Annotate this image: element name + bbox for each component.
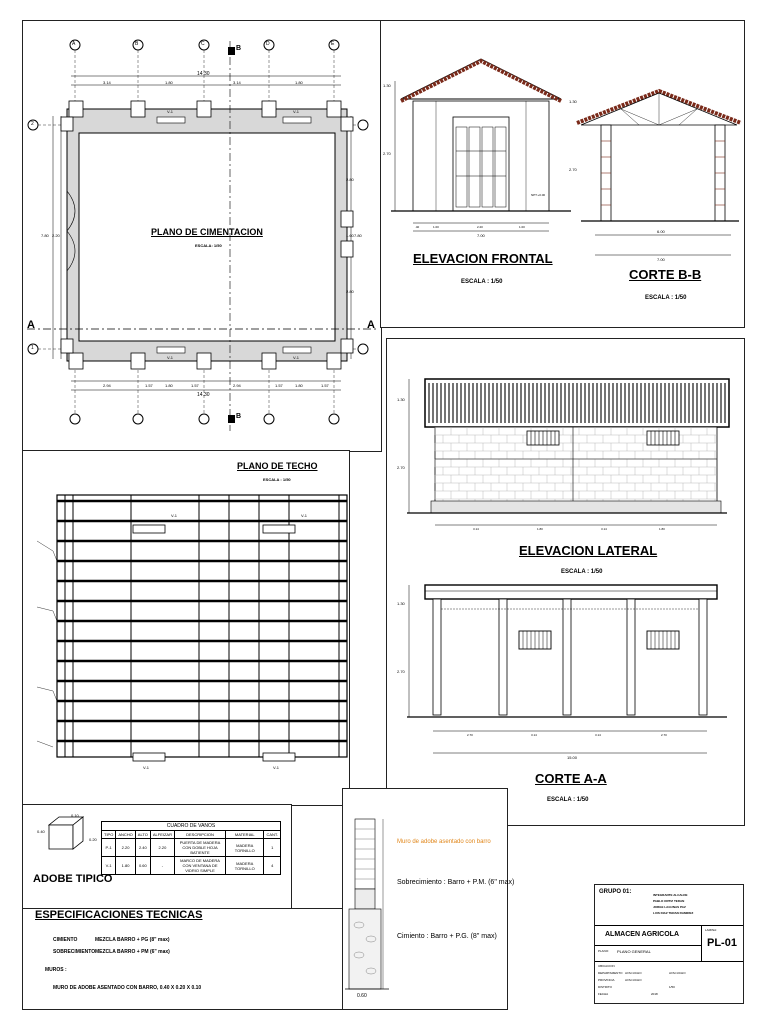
panel-detalle-cimiento: [342, 788, 515, 1010]
vanos-cell: MADERA TORNILLO: [226, 839, 264, 857]
especificaciones-title: ESPECIFICACIONES TECNICAS: [35, 909, 203, 921]
vanos-cell: 4: [264, 857, 281, 875]
dim-left-inner: 2.20: [52, 233, 60, 238]
rotulo-field-1: DEPARTAMENTO: [598, 971, 623, 975]
techo-title: PLANO DE TECHO: [237, 461, 318, 471]
aa-total: 15.00: [567, 755, 578, 760]
lateral-dim-9: 1.80: [659, 527, 665, 531]
rotulo-integrante-3: LUIS DIAZ TERAN RAMIREZ: [653, 911, 694, 915]
rotulo-lamina-label: LAMINA:: [705, 928, 718, 932]
rotulo-field-0: UBICACION: [598, 964, 615, 968]
dim-bottom-6: 1.80: [295, 383, 303, 388]
espec-key-1: SOBRECIMIENTO: [53, 949, 96, 955]
axis-label-c: C: [201, 41, 205, 47]
detalle-cimiento: Cimiento : Barro + P.G. (8" max): [397, 933, 497, 940]
dim-right-2: 7.80: [354, 233, 362, 238]
section-mark-a-left: A: [27, 319, 35, 331]
vanos-cell: -: [150, 857, 174, 875]
elevacion-lateral-title: ELEVACION LATERAL: [519, 543, 658, 558]
dim-bottom-5: 1.57: [275, 383, 283, 388]
frontal-npt: NPT:+0.00: [531, 193, 546, 197]
panel-plano-cimentacion: [22, 20, 382, 452]
axis-label-a: A: [72, 41, 76, 47]
espec-key-0: CIMIENTO: [53, 937, 78, 943]
rotulo-divider-2: [701, 925, 702, 961]
rotulo-divider-3: [595, 945, 701, 946]
window-tag-top-1: V-1: [167, 109, 174, 114]
dim-bottom-0: 2.94: [103, 383, 111, 388]
espec-key-2: MUROS :: [45, 967, 67, 973]
axis-label-b: B: [135, 41, 139, 47]
rotulo-field-4: FECHA: [598, 992, 609, 996]
vanos-header: ALTO: [135, 831, 150, 839]
rotulo-integrante-2: JORGE LAGUNAS PAZ: [653, 905, 686, 909]
elevacion-frontal-scale: ESCALA : 1/50: [461, 279, 503, 285]
rotulo-divider-1: [595, 925, 743, 926]
aa-dim-5: 3.14: [595, 733, 601, 737]
rotulo-integrante-0: INTEGRANTE ALCALDE: [653, 893, 688, 897]
rotulo-divider-4: [595, 961, 743, 962]
dim-bottom-4: 2.94: [233, 383, 241, 388]
vanos-header: CANT.: [264, 831, 281, 839]
frontal-dim-2: 1.00: [433, 225, 439, 229]
vanos-cell: 2.20: [150, 839, 174, 857]
dim-bottom-3: 1.57: [191, 383, 199, 388]
dim-right-1: 1.60: [346, 233, 354, 238]
window-tag-top-2: V-1: [293, 109, 300, 114]
axis-label-e: E: [331, 41, 335, 47]
rotulo-plano-label: PLANO:: [598, 949, 610, 953]
cut-mark-b-bottom: B: [236, 413, 242, 420]
vanos-cell: 1.80: [116, 857, 135, 875]
rotulo-value-4: 1/50: [669, 985, 675, 989]
rotulo-value-3: 2018: [651, 992, 658, 996]
rotulo-value-0: AYACUCHO: [625, 971, 642, 975]
panel-especificaciones: [22, 908, 344, 1010]
panel-adobe-especificaciones: [22, 804, 292, 910]
frontal-height-1: 2.70: [383, 151, 391, 156]
frontal-height-0: 1.30: [383, 83, 391, 88]
frontal-total: 7.00: [477, 233, 485, 238]
detalle-sobrecimiento: Sobrecimiento : Barro + P.M. (6" max): [397, 879, 515, 886]
vanos-cell: MADERA TORNILLO: [226, 857, 264, 875]
lateral-height-1: 2.70: [397, 465, 405, 470]
lateral-dim-3: 1.80: [537, 527, 543, 531]
dim-right-0: 2.80: [346, 177, 354, 182]
frontal-dim-4: 2.20: [477, 225, 483, 229]
aa-height-1: 2.70: [397, 669, 405, 674]
cuadro-vanos-table: [101, 821, 281, 875]
axis-label-2: 2: [31, 121, 34, 127]
espec-val-1: MEZCLA BARRO + PM (6" max): [95, 949, 170, 955]
panel-rotulo: [594, 884, 744, 1004]
panel-elevacion-frontal: [380, 20, 745, 328]
aa-dim-3: 3.14: [531, 733, 537, 737]
adobe-dim-0: 0.40: [37, 829, 45, 834]
adobe-title: ADOBE TIPICO: [33, 873, 113, 885]
techo-window-tag-2: V-1: [301, 513, 308, 518]
purlins-horizontal: [57, 501, 347, 741]
techo-window-tag-4: V-1: [273, 765, 280, 770]
techo-scale: ESCALA : 1/50: [263, 477, 291, 482]
rotulo-field-2: PROVINCIA: [598, 978, 615, 982]
vanos-header: DESCRIPCION: [175, 831, 226, 839]
corte-aa-scale: ESCALA : 1/50: [547, 797, 589, 803]
rotulo-value-1: AYACUCHO: [625, 978, 642, 982]
lateral-dim-0: 3.14: [473, 527, 479, 531]
bb-height-0: 1.30: [569, 99, 577, 104]
vanos-header: MATERIAL: [226, 831, 264, 839]
elevacion-frontal-title: ELEVACION FRONTAL: [413, 251, 553, 266]
rotulo-lamina: PL-01: [707, 937, 737, 949]
espec-val-0: MEZCLA BARRO + PG (8" max): [95, 937, 170, 943]
rotulo-integrante-1: PABLO ORTIZ TERAN: [653, 899, 685, 903]
elevacion-lateral-drawing: [387, 339, 744, 825]
vanos-cell: P-1: [102, 839, 116, 857]
aa-dim-1: 2.70: [467, 733, 473, 737]
espec-key-3: MURO DE ADOBE ASENTADO CON BARRO, 0.40 X 0.20 X 0.10: [53, 985, 202, 991]
bb-total: 7.00: [657, 257, 665, 262]
techo-window-tag-1: V-1: [171, 513, 178, 518]
adobe-dim-1: 0.20: [89, 837, 97, 842]
window-tag-bottom-1: V-1: [167, 355, 174, 360]
dim-top-4: 1.80: [165, 80, 173, 85]
vanos-cell: MARCO DE MADERA CON VENTANA DE VIDRIO SIMPLE: [175, 857, 226, 875]
detalle-drawing: [343, 789, 507, 1009]
bb-height-1: 2.70: [569, 167, 577, 172]
dim-left-total: 7.80: [41, 233, 49, 238]
vanos-header: ALFEIZAR: [150, 831, 174, 839]
section-mark-a-right: A: [367, 319, 375, 331]
vanos-cell: 0.60: [135, 857, 150, 875]
vanos-cell: V-1: [102, 857, 116, 875]
rotulo-value-2: AYACUCHO: [669, 971, 686, 975]
total-width-bottom: 14.30: [197, 392, 210, 398]
detalle-ancho: 0.60: [357, 993, 367, 999]
panel-elevacion-lateral: [386, 338, 745, 826]
cimentacion-title: PLANO DE CIMENTACION: [151, 227, 263, 237]
rotulo-proyecto: ALMACEN AGRICOLA: [605, 931, 680, 938]
frontal-dim-6: 1.00: [519, 225, 525, 229]
table-row: [102, 839, 281, 857]
dim-bottom-2: 1.80: [165, 383, 173, 388]
aa-dim-7: 2.70: [661, 733, 667, 737]
vanos-header: TIPO: [102, 831, 116, 839]
dim-top-8: 3.14: [233, 80, 241, 85]
rotulo-field-3: DISTRITO: [598, 985, 612, 989]
corte-bb-title: CORTE B-B: [629, 267, 702, 282]
techo-drawing: [23, 451, 349, 805]
cut-mark-b-top: B: [236, 45, 242, 52]
bb-inner: 6.00: [657, 229, 665, 234]
frontal-dim-0: .40: [415, 225, 420, 229]
axis-label-1: 1: [31, 345, 34, 351]
lateral-height-0: 1.30: [397, 397, 405, 402]
elevacion-lateral-scale: ESCALA : 1/50: [561, 569, 603, 575]
adobe-dim-2: 0.10: [71, 813, 79, 818]
corte-bb-scale: ESCALA : 1/50: [645, 295, 687, 301]
techo-window-tag-3: V-1: [143, 765, 150, 770]
aa-height-0: 1.30: [397, 601, 405, 606]
cuadro-vanos-title: CUADRO DE VANOS: [102, 822, 281, 831]
detalle-muro: Muro de adobe asentado con barro: [397, 839, 491, 845]
table-row: [102, 857, 281, 875]
dim-bottom-7: 1.57: [321, 383, 329, 388]
vanos-cell: 2.20: [116, 839, 135, 857]
axis-label-d: D: [266, 41, 270, 47]
dim-bottom-1: 1.57: [145, 383, 153, 388]
vanos-cell: 1: [264, 839, 281, 857]
cimentacion-scale: ESCALA: 1/50: [195, 243, 222, 248]
dim-right-3: 2.80: [346, 289, 354, 294]
lateral-dim-6: 3.14: [601, 527, 607, 531]
rotulo-plano: PLANO GENERAL: [617, 949, 651, 954]
dim-top-12: 1.80: [295, 80, 303, 85]
rotulo-grupo: GRUPO 01:: [599, 889, 632, 895]
vanos-cell: PUERTA DE MADERA CON DOBLE HOJA BATIENTE: [175, 839, 226, 857]
dim-top-0: 3.14: [103, 80, 111, 85]
total-width-top: 14.30: [197, 71, 210, 77]
panel-plano-techo: [22, 450, 350, 806]
vanos-cell: 2.40: [135, 839, 150, 857]
window-tag-bottom-2: V-1: [293, 355, 300, 360]
corte-aa-title: CORTE A-A: [535, 771, 607, 786]
vanos-header: ANCHO: [116, 831, 135, 839]
rafters-vertical: [65, 495, 339, 757]
